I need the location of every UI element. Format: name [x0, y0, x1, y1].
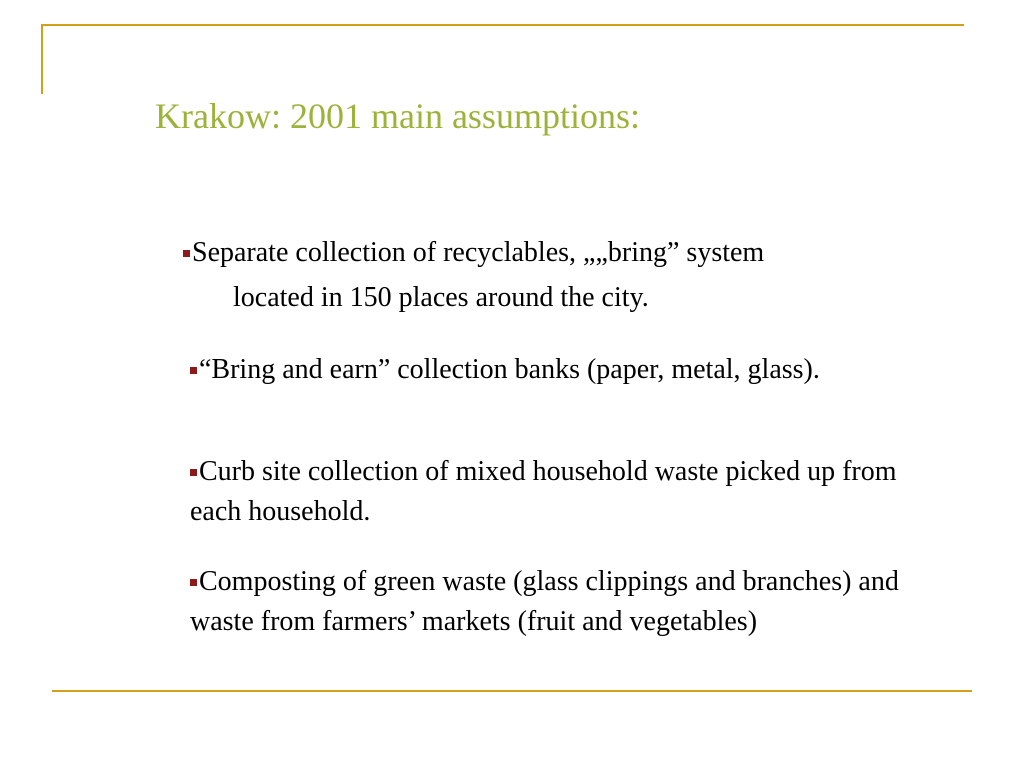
bottom-border-line	[52, 690, 972, 692]
bullet-item-1	[183, 230, 903, 320]
left-border-line	[41, 24, 43, 94]
top-border-line	[41, 24, 964, 26]
square-bullet-icon	[190, 579, 197, 586]
square-bullet-icon	[190, 469, 197, 476]
square-bullet-icon	[190, 367, 197, 374]
slide-title: Krakow: 2001 main assumptions:	[155, 96, 640, 136]
bullet-item-3	[190, 452, 950, 532]
bullet-4-text: Composting of green waste (glass clippings and branches) and waste from farmers’ markets (fruit and vegetables)	[190, 566, 899, 637]
bullet-2-text: “Bring and earn” collection banks (paper, metal, glass).	[199, 354, 820, 385]
bullet-item-2	[190, 350, 910, 390]
square-bullet-icon	[183, 250, 190, 257]
bullet-1-line-2: located in 150 places around the city.	[233, 282, 649, 313]
bullet-3-text: Curb site collection of mixed household waste picked up from each household.	[190, 456, 897, 527]
bullet-item-4	[190, 562, 950, 642]
bullet-1-line-1: Separate collection of recyclables, „„bring” system	[192, 237, 765, 268]
